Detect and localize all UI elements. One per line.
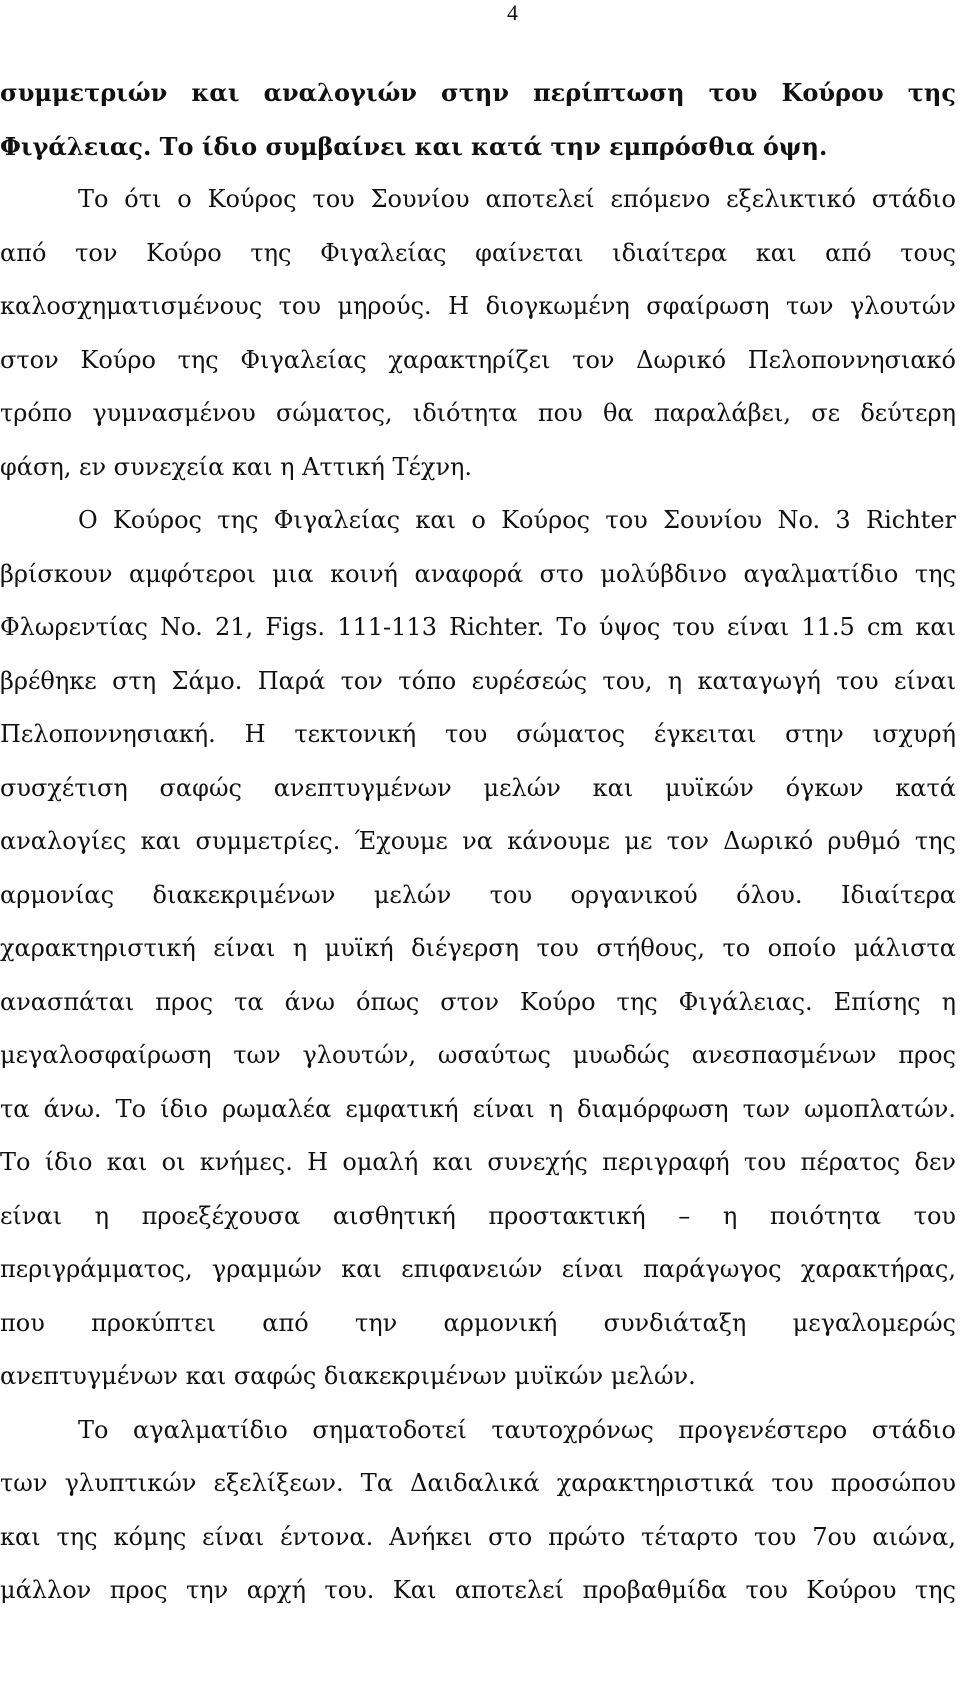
paragraph-start-line: Ο Κούρος της Φιγαλείας και ο Κούρος του Σουνίου No. 3 Richter (78, 506, 956, 534)
text-line: τα άνω. Το ίδιο ρωμαλέα εμφατική είναι η διαμόρφωση των ωμοπλατών. (0, 1094, 956, 1123)
text-line: περιγράμματος, γραμμών και επιφανειών είναι παράγωγος χαρακτήρας, (0, 1255, 956, 1283)
text-line: συμμετριών και αναλογιών στην περίπτωση του Κούρου της (0, 78, 956, 107)
text-line: ανασπάται προς τα άνω όπως στον Κούρο της Φιγάλειας. Επίσης η (0, 987, 956, 1016)
text-line: αρμονίας διακεκριμένων μελών του οργανικού όλου. Ιδιαίτερα (0, 880, 956, 909)
text-line: χαρακτηριστική είναι η μυϊκή διέγερση του στήθους, το οποίο μάλιστα (0, 934, 956, 962)
body-text (0, 66, 956, 1618)
text-line: των γλυπτικών εξελίξεων. Τα Δαιδαλικά χαρακτηριστικά του προσώπου (0, 1469, 956, 1497)
text-line: που προκύπτει από την αρμονική συνδιάταξη μεγαλομερώς (0, 1308, 956, 1337)
text-line: είναι η προεξέχουσα αισθητική προστακτική – η ποιότητα του (0, 1201, 956, 1230)
paragraph-start-line: Το ότι ο Κούρος του Σουνίου αποτελεί επόμενο εξελικτικό στάδιο (78, 185, 956, 213)
text-line: βρίσκουν αμφότεροι μια κοινή αναφορά στο μολύβδινο αγαλματίδιο της (0, 559, 956, 588)
text-line: καλοσχηματισμένους του μηρούς. Η διογκωμένη σφαίρωση των γλουτών (0, 292, 956, 320)
text-line: μάλλον προς την αρχή του. Και αποτελεί προβαθμίδα του Κούρου της (0, 1576, 956, 1604)
text-line: Πελοποννησιακή. Η τεκτονική του σώματος έγκειται στην ισχυρή (0, 720, 956, 748)
text-line: φάση, εν συνεχεία και η Αττική Τέχνη. (0, 452, 473, 481)
text-line: αναλογίες και συμμετρίες. Έχουμε να κάνουμε με τον Δωρικό ρυθμό της (0, 827, 956, 855)
text-line: Το ίδιο και οι κνήμες. Η ομαλή και συνεχής περιγραφή του πέρατος δεν (0, 1148, 956, 1176)
paragraph-start-line: Το αγαλματίδιο σηματοδοτεί ταυτοχρόνως προγενέστερο στάδιο (78, 1415, 956, 1444)
text-line: στον Κούρο της Φιγαλείας χαρακτηρίζει τον Δωρικό Πελοποννησιακό (0, 345, 956, 374)
page-number: 4 (507, 0, 518, 25)
text-line: βρέθηκε στη Σάμο. Παρά τον τόπο ευρέσεώς του, η καταγωγή του είναι (0, 666, 956, 695)
text-line: συσχέτιση σαφώς ανεπτυγμένων μελών και μυϊκών όγκων κατά (0, 773, 956, 802)
text-line: μεγαλοσφαίρωση των γλουτών, ωσαύτως μυωδώς ανεσπασμένων προς (0, 1041, 956, 1069)
text-line: τρόπο γυμνασμένου σώματος, ιδιότητα που θα παραλάβει, σε δεύτερη (0, 399, 956, 427)
text-line: από τον Κούρο της Φιγαλείας φαίνεται ιδιαίτερα και από τους (0, 238, 956, 267)
text-line: Φλωρεντίας No. 21, Figs. 111-113 Richter. Το ύψος του είναι 11.5 cm και (0, 613, 956, 641)
text-line: και της κόμης είναι έντονα. Ανήκει στο πρώτο τέταρτο του 7ου αιώνα, (0, 1522, 956, 1551)
text-line: Φιγάλειας. Το ίδιο συμβαίνει και κατά την εμπρόσθια όψη. (0, 131, 828, 161)
text-line: ανεπτυγμένων και σαφώς διακεκριμένων μυϊκών μελών. (0, 1362, 696, 1390)
